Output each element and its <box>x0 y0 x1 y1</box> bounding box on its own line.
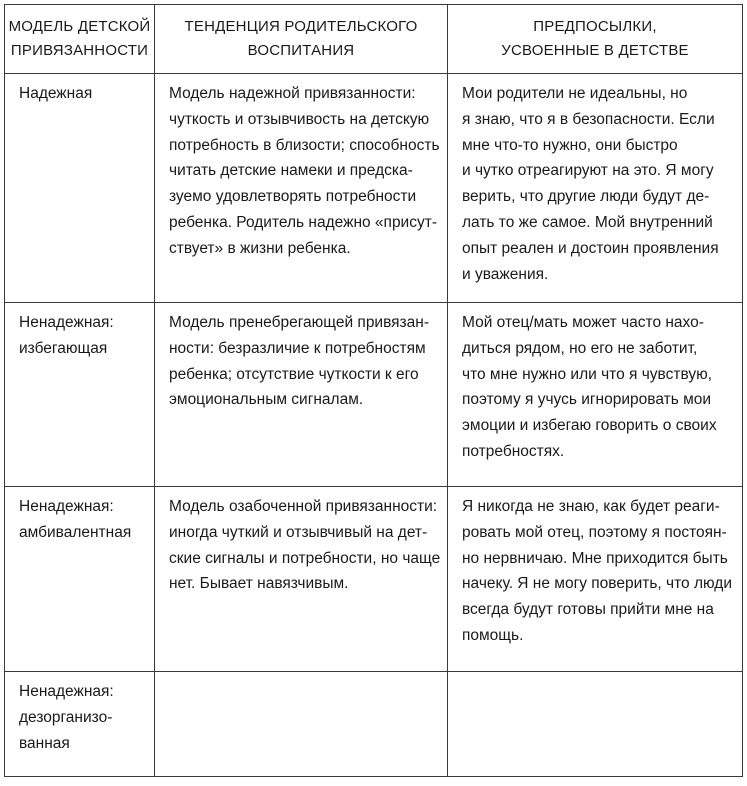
header-model: МОДЕЛЬ ДЕТСКОЙ ПРИВЯЗАННОСТИ <box>5 5 155 74</box>
text-line: Ненадежная: <box>19 683 114 700</box>
cell-premises <box>448 74 743 303</box>
cell-model <box>5 672 155 777</box>
text-line: Модель надежной привязанности: <box>169 85 416 102</box>
table-row <box>5 303 743 487</box>
text-line: нет. Бывает навязчивым. <box>169 575 349 593</box>
text-line: верить, что другие люди будут де- <box>462 188 710 206</box>
premises-text <box>448 672 742 689</box>
text-line: поэтому я учусь игнорировать мои <box>462 391 712 409</box>
text-line: Мой отец/мать может часто нахо- <box>462 314 704 331</box>
text-line: ребенка; отсутствие чуткости к его <box>169 365 419 383</box>
cell-tendency <box>155 74 448 303</box>
tendency-text <box>155 487 447 607</box>
text-line: ровать мой отец, поэтому я постоян- <box>462 523 727 541</box>
text-line: избегающая <box>19 339 108 357</box>
text-line: ребенка. Родитель надежно «присут- <box>169 213 437 231</box>
text-line: опыт реален и достоин проявления <box>462 239 719 257</box>
text-line: потребность в близости; способность <box>169 136 440 154</box>
text-line: всегда будут готовы прийти мне на <box>462 601 714 619</box>
text-line: диться рядом, но его не заботит, <box>462 339 698 357</box>
tendency-text <box>155 303 447 423</box>
header-premises: ПРЕДПОСЫЛКИ, УСВОЕННЫЕ В ДЕТСТВЕ <box>448 5 743 74</box>
text-line: и уважения. <box>462 265 549 283</box>
text-line: эмоции и избегаю говорить о своих <box>462 417 717 435</box>
text-line: ности: безразличие к потребностям <box>169 339 426 357</box>
model-text <box>5 672 154 766</box>
text-line: и чутко отреагируют на это. Я могу <box>462 162 714 180</box>
cell-premises <box>448 303 743 487</box>
table-row <box>5 672 743 777</box>
tendency-text <box>155 74 447 272</box>
text-line: иногда чуткий и отзывчивый на дет- <box>169 523 428 541</box>
text-line: дезорганизо- <box>19 708 113 726</box>
cell-model <box>5 303 155 487</box>
text-line: читать детские намеки и предска- <box>169 162 413 180</box>
cell-premises <box>448 672 743 777</box>
text-line: ские сигналы и потребности, но чаще <box>169 549 441 567</box>
attachment-table <box>4 4 743 777</box>
text-line: ванная <box>19 734 70 752</box>
premises-text <box>448 487 742 659</box>
text-line: но нервничаю. Мне приходится быть <box>462 549 728 567</box>
text-line: эмоциональным сигналам. <box>169 391 364 409</box>
cell-tendency <box>155 303 448 487</box>
text-line: Модель пренебрегающей привязан- <box>169 314 429 331</box>
text-line: помощь. <box>462 626 524 644</box>
cell-model <box>5 74 155 303</box>
cell-model <box>5 487 155 672</box>
header-tendency: ТЕНДЕНЦИЯ РОДИТЕЛЬСКОГО ВОСПИТАНИЯ <box>155 5 448 74</box>
text-line: лать то же самое. Мой внутренний <box>462 213 713 231</box>
text-line: потребностях. <box>462 442 565 460</box>
table-row <box>5 74 743 303</box>
header-row <box>5 5 743 74</box>
table-row <box>5 487 743 672</box>
model-text <box>5 74 154 117</box>
premises-text <box>448 303 742 475</box>
tendency-text <box>155 672 447 689</box>
text-line: Ненадежная: <box>19 314 114 331</box>
text-line: ствует» в жизни ребенка. <box>169 239 351 257</box>
cell-tendency <box>155 672 448 777</box>
model-text <box>5 303 154 372</box>
text-line: Надежная <box>19 85 93 102</box>
model-text <box>5 487 154 556</box>
text-line: мне что-то нужно, они быстро <box>462 136 678 154</box>
text-line: что мне нужно или что я чувствую, <box>462 365 713 383</box>
text-line: Модель озабоченной привязанности: <box>169 498 438 515</box>
text-line: чуткость и отзывчивость на детскую <box>169 110 430 128</box>
cell-tendency <box>155 487 448 672</box>
text-line: начеку. Я не могу поверить, что люди <box>462 575 732 593</box>
text-line: амбивалентная <box>19 523 132 541</box>
text-line: Мои родители не идеальны, но <box>462 85 688 102</box>
cell-premises <box>448 487 743 672</box>
text-line: зуемо удовлетворять потребности <box>169 188 417 206</box>
text-line: я знаю, что я в безопасности. Если <box>462 110 715 128</box>
premises-text <box>448 74 742 297</box>
text-line: Ненадежная: <box>19 498 114 515</box>
text-line: Я никогда не знаю, как будет реаги- <box>462 498 720 515</box>
